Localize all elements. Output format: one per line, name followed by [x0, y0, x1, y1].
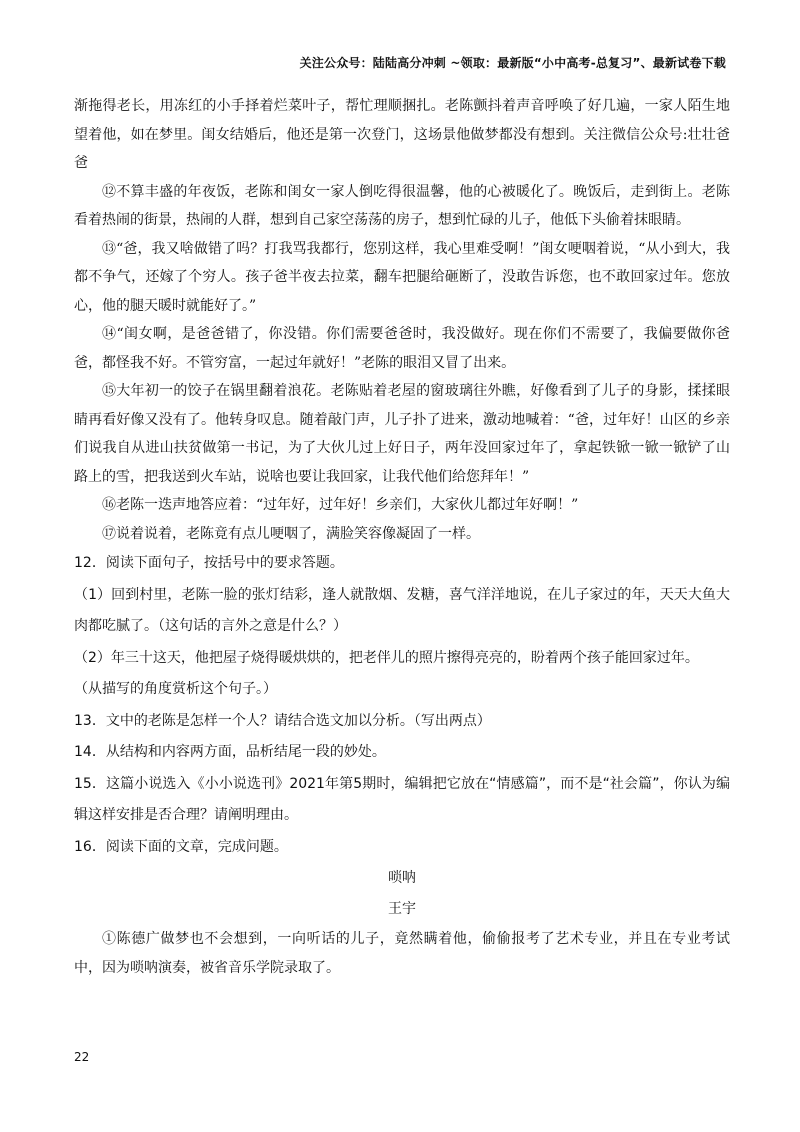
- page-content: [74, 92, 730, 982]
- page-header: 关注公众号：陆陆高分冲刺 ~领取：最新版“小中高考-总复习”、最新试卷下载: [299, 56, 726, 70]
- question-13: 13．文中的老陈是怎样一个人？请结合选文加以分析。（写出两点）: [74, 712, 491, 729]
- article-paragraph-1: ①陈德广做梦也不会想到，一向听话的儿子，竟然瞒着他，偷偷报考了艺术专业，并且在专业考试中，因为唢呐演奏，被省音乐学院录取了。: [74, 931, 730, 976]
- article-author: 王宇: [388, 901, 416, 917]
- question-15: 15．这篇小说选入《小小说选刊》2021年第5期时，编辑把它放在“情感篇”，而不是“社会篇”，你认为编辑这样安排是否合理？请阐明理由。: [74, 775, 730, 823]
- article-title: 唢呐: [388, 870, 416, 886]
- question-12-part-1: （1）回到村里，老陈一脸的张灯结彩，逢人就散烟、发糖，喜气洋洋地说，在儿子家过的年，天天大鱼大肉都吃腻了。（这句话的言外之意是什么？）: [74, 586, 730, 634]
- story-paragraph-17: ⑰说着说着，老陈竟有点儿哽咽了，满脸笑容像凝固了一样。: [102, 525, 480, 542]
- story-paragraph-15: ⑮大年初一的饺子在锅里翻着浪花。老陈贴着老屋的窗玻璃往外瞧，好像看到了儿子的身影，揉揉眼睛再看好像又没有了。他转身叹息。随着敲门声，儿子扑了进来，激动地喊着：“爸，过年好！山区的乡亲们说我自从进山扶贫做第一书记，为了大伙儿过上好日子，两年没回家过年了，拿起铁锨一锨一锨铲了山路上的雪，把我送到火车站，说啥也要让我回家，让我代他们给您拜年！”: [74, 383, 730, 485]
- question-12-title: 12．阅读下面句子，按括号中的要求答题。: [74, 555, 344, 571]
- story-paragraph-14: ⑭“闺女啊，是爸爸错了，你没错。你们需要爸爸时，我没做好。现在你们不需要了，我偏要做你爸爸，都怪我不好。不管穷富，一起过年就好！”老陈的眼泪又冒了出来。: [74, 326, 730, 371]
- question-12-part-2-requirement: （从描写的角度赏析这个句子。）: [74, 681, 277, 697]
- page-number: 22: [74, 1050, 90, 1064]
- story-paragraph-continued: 渐拖得老长，用冻红的小手择着烂菜叶子，帮忙理顺捆扎。老陈颤抖着声音呼唤了好几遍，一家人陌生地望着他，如在梦里。闺女结婚后，他还是第一次登门，这场景他做梦都没有想到。关注微信公众号:壮壮爸爸: [74, 98, 730, 171]
- story-paragraph-12: ⑫不算丰盛的年夜饭，老陈和闺女一家人倒吃得很温馨，他的心被暖化了。晚饭后，走到街上。老陈看着热闹的街景，热闹的人群，想到自己家空荡荡的房子，想到忙碌的儿子，他低下头偷着抹眼睛。: [74, 183, 730, 228]
- question-14: 14．从结构和内容两方面，品析结尾一段的妙处。: [74, 744, 386, 760]
- question-12-part-2: （2）年三十这天，他把屋子烧得暖烘烘的，把老伴儿的照片擦得亮亮的，盼着两个孩子能回家过年。: [74, 649, 699, 666]
- story-paragraph-16: ⑯老陈一迭声地答应着：“过年好，过年好！乡亲们，大家伙儿都过年好啊！”: [102, 497, 579, 513]
- story-paragraph-13: ⑬“爸，我又啥做错了吗？打我骂我都行，您别这样，我心里难受啊！”闺女哽咽着说，“从小到大，我都不争气，还嫁了个穷人。孩子爸半夜去拉菜，翻车把腿给砸断了，没敢告诉您，也不敢回家过年。您放心，他的腿天暖时就能好了。”: [74, 240, 730, 314]
- question-16: 16．阅读下面的文章，完成问题。: [74, 838, 288, 855]
